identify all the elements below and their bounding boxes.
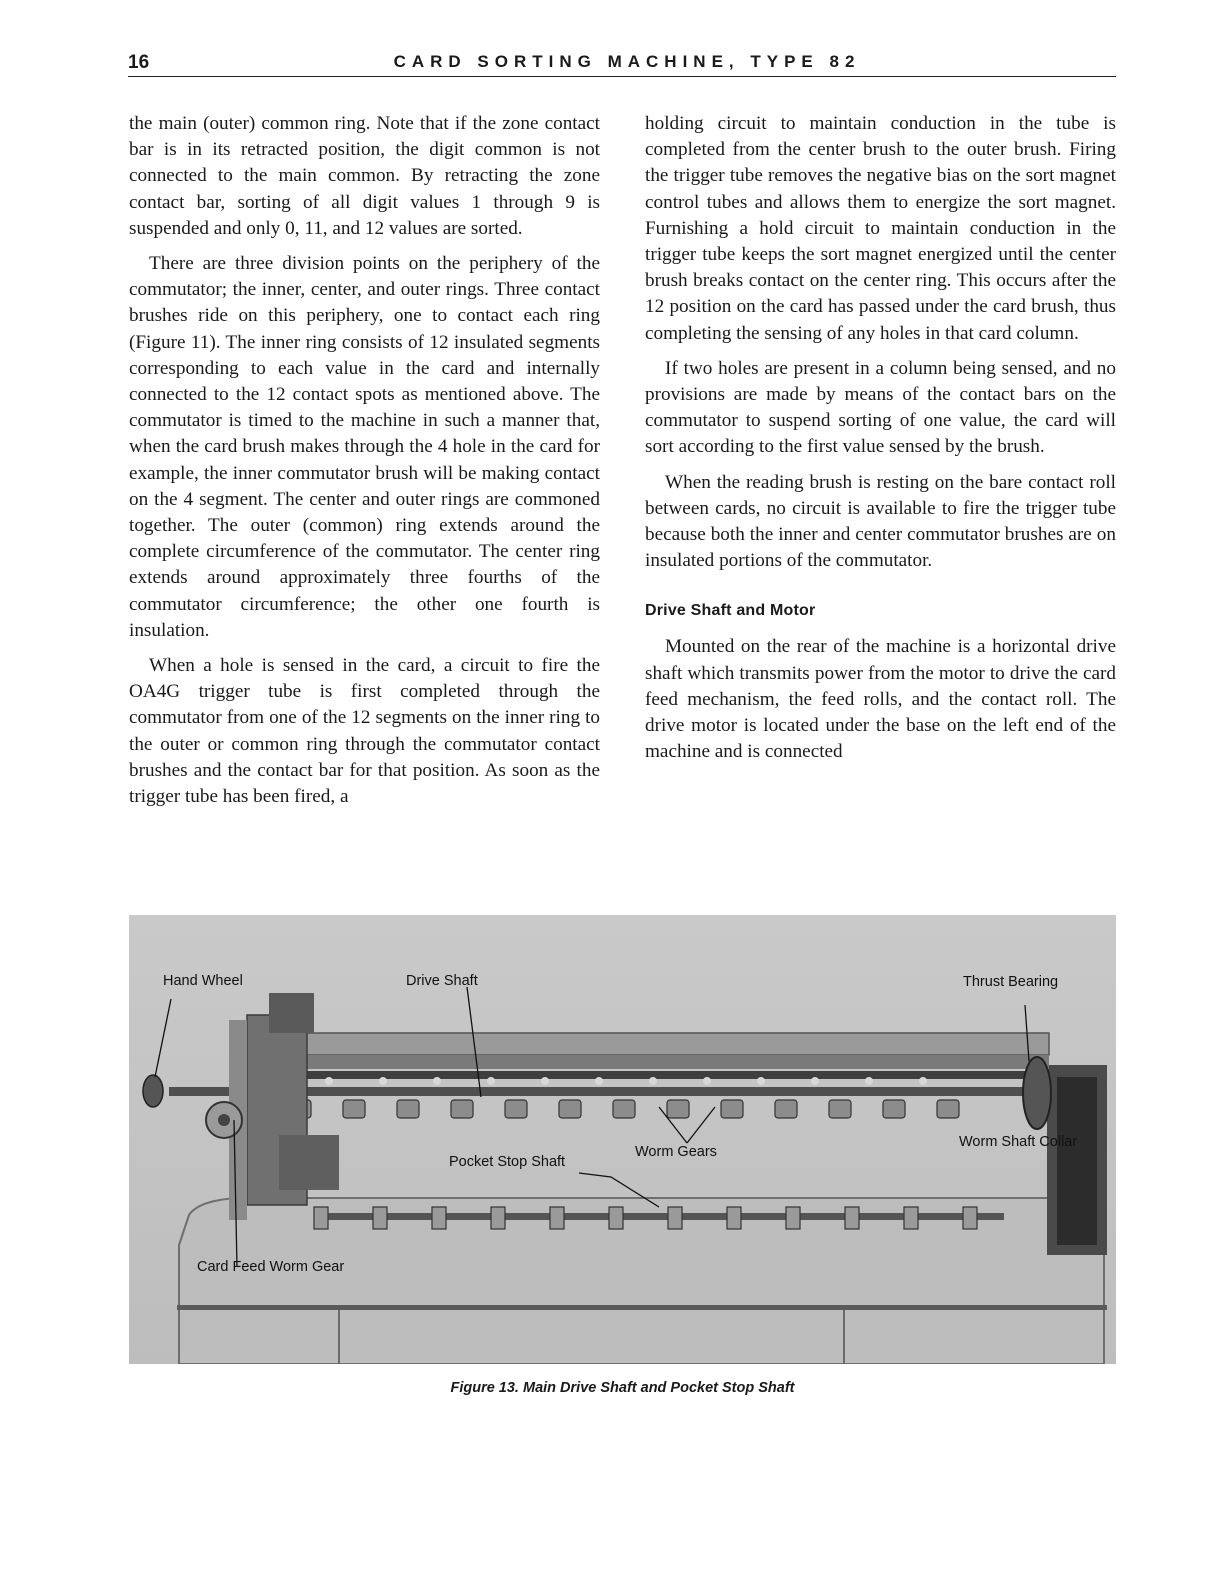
figure-caption: Figure 13. Main Drive Shaft and Pocket Stop Shaft <box>450 1380 795 1396</box>
callout-hand-wheel: Hand Wheel <box>163 973 243 989</box>
running-title: CARD SORTING MACHINE, TYPE 82 <box>393 52 861 71</box>
callout-thrust-bearing: Thrust Bearing <box>963 974 1059 990</box>
callout-worm-shaft-collar: Worm Shaft Collar <box>959 1134 1078 1150</box>
callout-pocket-stop-shaft: Pocket Stop Shaft <box>449 1154 566 1170</box>
body-paragraph: When the reading brush is resting on the bare contact roll between cards, no circuit is available to fire the trigger tube because both the inner and center commutator brushes are on insulated portions of the commutator. <box>645 471 1116 572</box>
body-paragraph: When a hole is sensed in the card, a circuit to fire the OA4G trigger tube is first completed through the commutator from one of the 12 segments on the inner ring to the outer or common ring through the commutator contact brushes and the contact bar for that position. As soon as the trigger tube has been fired, a <box>129 655 600 808</box>
left-column <box>129 111 600 819</box>
right-column <box>645 111 1116 774</box>
page-header <box>128 50 1116 77</box>
callout-card-feed-worm-gear: Card Feed Worm Gear <box>197 1259 345 1275</box>
body-paragraph: Mounted on the rear of the machine is a horizontal drive shaft which transmits power from the motor to drive the card feed mechanism, the feed rolls, and the contact roll. The drive motor is located under the base on the left end of the machine and is connected <box>645 636 1116 763</box>
machine-photo <box>129 915 1116 1364</box>
body-paragraph: There are three division points on the periphery of the commutator; the inner, center, and outer rings. Three contact brushes ride on this periphery, one to contact each ring (Figure 11). The inner ring consists of 12 insulated segments corresponding to each value in the card and internally connected to the 12 contact spots as mentioned above. The commutator is timed to the machine in such a manner that, when the card brush makes through the 4 hole in the card for example, the inner commutator brush will be making contact on the 4 segment. The center and outer rings are commoned together. The outer (common) ring extends around the complete circumference of the commutator. The center ring extends around approximately three fourths of the commutator circumference; the other one fourth is insulation. <box>129 253 600 641</box>
callout-drive-shaft: Drive Shaft <box>406 973 478 989</box>
page-number: 16 <box>128 52 150 73</box>
section-heading: Drive Shaft and Motor <box>645 602 816 620</box>
body-paragraph: the main (outer) common ring. Note that if the zone contact bar is in its retracted position, the digit common is not connected to the main common. By retracting the zone contact bar, sorting of all digit values 1 through 9 is suspended and only 0, 11, and 12 values are sorted. <box>129 113 600 239</box>
callout-worm-gears: Worm Gears <box>635 1144 717 1160</box>
body-paragraph: holding circuit to maintain conduction in the tube is completed from the center brush to the outer brush. Firing the trigger tube removes the negative bias on the sort magnet control tubes and allows them to energize the sort magnet. Furnishing a hold circuit to maintain conduction in the trigger tube keeps the sort magnet energized until the center brush breaks contact on the center ring. This occurs after the 12 position on the card has passed under the card brush, thus completing the sensing of any holes in that card column. <box>645 113 1116 344</box>
body-paragraph: If two holes are present in a column being sensed, and no provisions are made by means of the contact bars on the commutator to suspend sorting of one value, the card will sort according to the first value sensed by the brush. <box>645 357 1116 458</box>
